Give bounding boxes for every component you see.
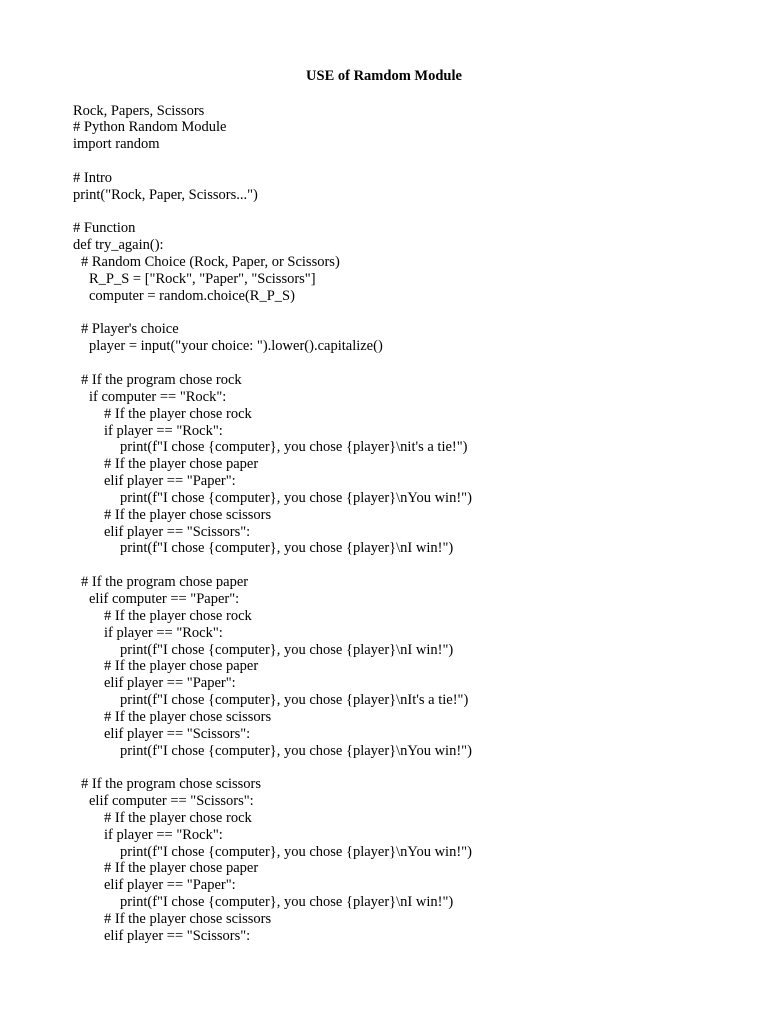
blank-line bbox=[73, 305, 753, 322]
document-line: print(f"I chose {computer}, you chose {player}\nYou win!") bbox=[120, 742, 472, 759]
document-line: # If the player chose rock bbox=[104, 405, 252, 422]
document-line: # If the player chose paper bbox=[104, 456, 259, 473]
document-line: elif player == "Paper": bbox=[104, 473, 236, 490]
document-line: # If the player chose scissors bbox=[104, 911, 272, 927]
blank-line bbox=[73, 355, 753, 372]
document-line: print("Rock, Paper, Scissors...") bbox=[73, 186, 258, 203]
document-line: if player == "Rock": bbox=[104, 826, 223, 843]
document-line: print(f"I chose {computer}, you chose {player}\nI win!") bbox=[120, 641, 454, 658]
document-line: elif player == "Scissors": bbox=[104, 725, 251, 742]
document-line: # If the player chose paper bbox=[104, 860, 259, 877]
document-line: player = input("your choice: ").lower().capitalize() bbox=[89, 338, 383, 355]
document-line: computer = random.choice(R_P_S) bbox=[89, 287, 295, 304]
blank-line bbox=[73, 557, 753, 574]
document-line: # If the program chose paper bbox=[81, 574, 249, 591]
document-line: def try_again(): bbox=[73, 237, 164, 254]
document-line: elif player == "Scissors": bbox=[104, 523, 251, 540]
document-line: print(f"I chose {computer}, you chose {player}\nYou win!") bbox=[120, 489, 472, 506]
blank-line bbox=[73, 204, 753, 221]
document-line: # Intro bbox=[73, 169, 113, 186]
document-line: # Function bbox=[73, 220, 136, 237]
document-line: if player == "Rock": bbox=[104, 422, 223, 439]
document-line: elif computer == "Paper": bbox=[89, 590, 240, 607]
document-line: if player == "Rock": bbox=[104, 624, 223, 641]
document-line: print(f"I chose {computer}, you chose {player}\nIt's a tie!") bbox=[120, 692, 469, 709]
document-line: # If the player chose scissors bbox=[104, 506, 272, 523]
document-line: elif player == "Paper": bbox=[104, 877, 236, 894]
document-line: print(f"I chose {computer}, you chose {player}\nit's a tie!") bbox=[120, 439, 468, 456]
document-title: USE of Ramdom Module bbox=[306, 68, 462, 84]
document-line: # If the player chose scissors bbox=[104, 708, 272, 725]
document-line: print(f"I chose {computer}, you chose {player}\nYou win!") bbox=[120, 843, 472, 860]
document-line: # If the player chose paper bbox=[104, 658, 259, 675]
document-line: # If the player chose rock bbox=[104, 809, 252, 826]
document-line: # If the program chose rock bbox=[81, 372, 242, 388]
document-line: Rock, Papers, Scissors bbox=[73, 102, 205, 119]
document-line: # Player's choice bbox=[81, 321, 179, 338]
document-line: R_P_S = ["Rock", "Paper", "Scissors"] bbox=[89, 270, 316, 287]
document-line: import random bbox=[73, 136, 160, 153]
document-line: print(f"I chose {computer}, you chose {player}\nI win!") bbox=[120, 894, 454, 911]
document-line: # Python Random Module bbox=[73, 119, 227, 136]
blank-line bbox=[73, 759, 753, 776]
document-line: # If the player chose rock bbox=[104, 607, 252, 624]
document-line: # Random Choice (Rock, Paper, or Scissors) bbox=[81, 254, 340, 271]
blank-line bbox=[73, 153, 753, 170]
document-line: elif player == "Scissors": bbox=[104, 927, 251, 944]
document-line: elif player == "Paper": bbox=[104, 675, 236, 692]
document-line: print(f"I chose {computer}, you chose {player}\nI win!") bbox=[120, 540, 454, 557]
document-line: if computer == "Rock": bbox=[89, 388, 227, 405]
document-line: elif computer == "Scissors": bbox=[89, 793, 254, 810]
document-body bbox=[73, 103, 753, 945]
document-line: # If the program chose scissors bbox=[81, 776, 261, 793]
